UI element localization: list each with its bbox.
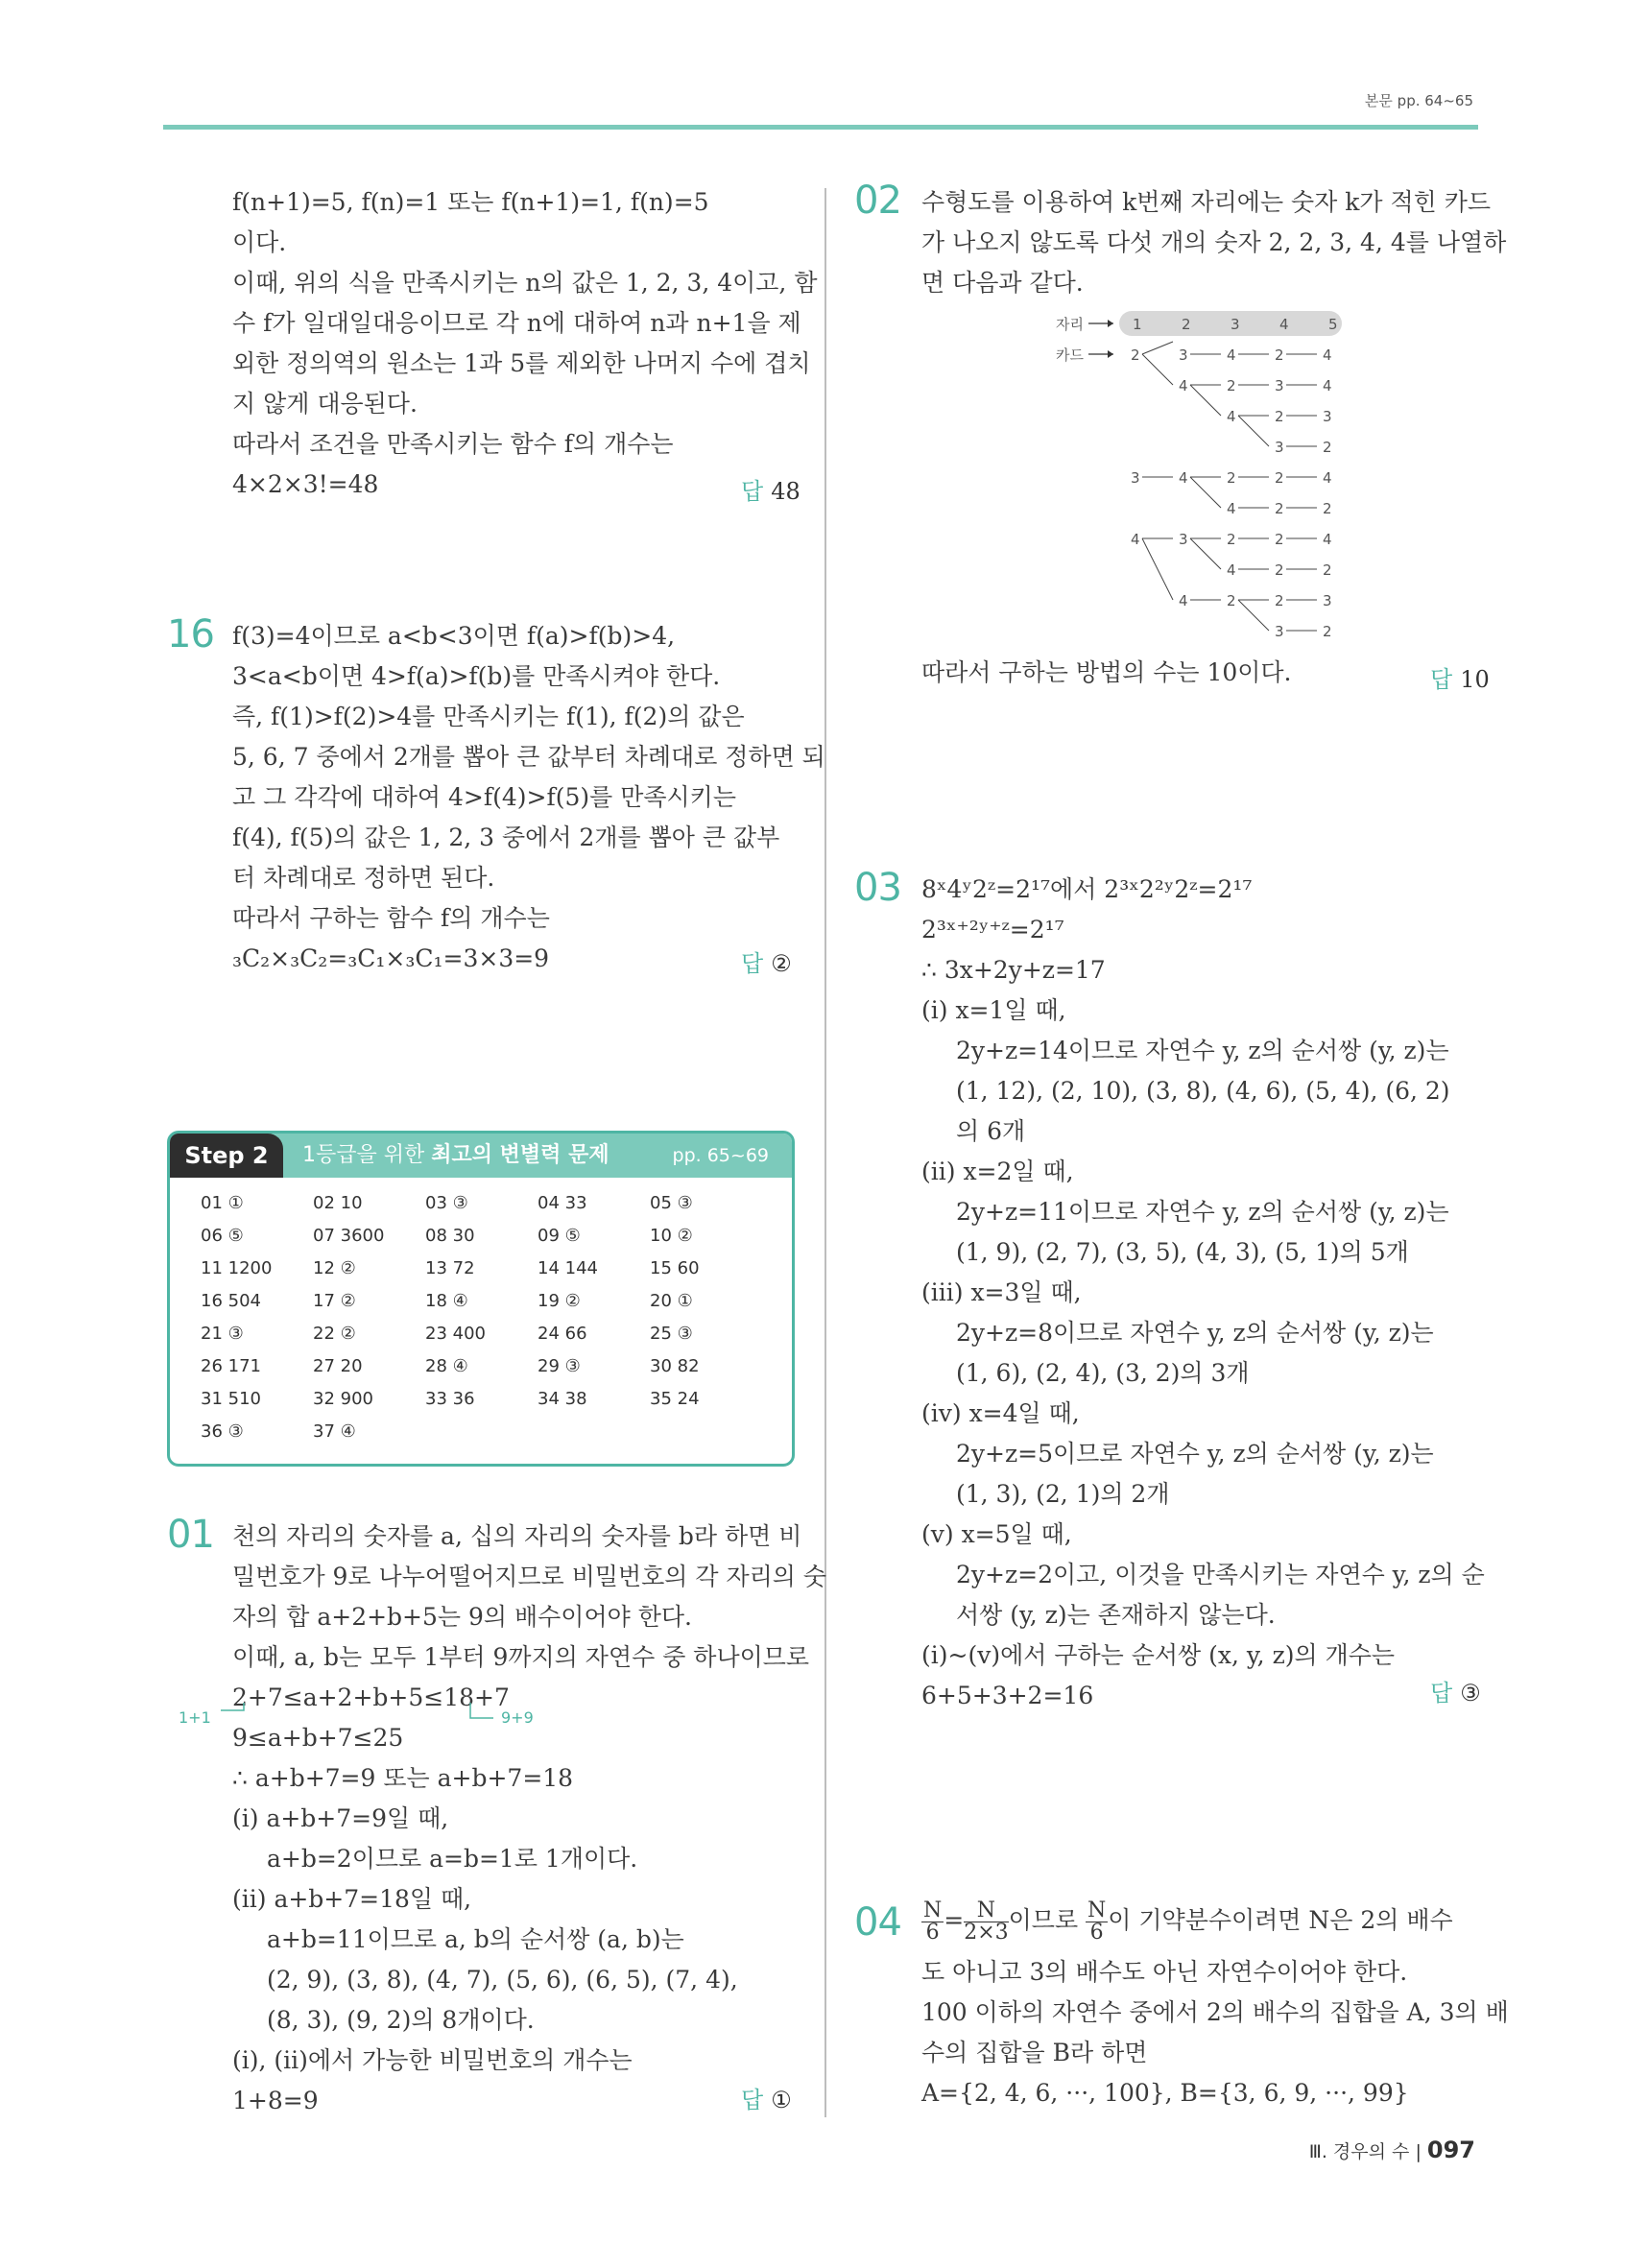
svg-text:4: 4 bbox=[1323, 346, 1332, 364]
svg-text:3: 3 bbox=[1131, 469, 1140, 487]
svg-text:4: 4 bbox=[1323, 469, 1332, 487]
footer bbox=[1309, 2137, 1475, 2163]
solution-02: 수형도를 이용하여 k번째 자리에는 숫자 k가 적힌 카드 가 나오지 않도록 다섯 개의 숫자 2, 2, 3, 4, 4를 나열하 면 다음과 같다. bbox=[921, 188, 1507, 297]
answer-cell: 12 ② bbox=[313, 1258, 356, 1278]
answer-cell: 35 24 bbox=[650, 1389, 700, 1409]
answer-cell: 36 ③ bbox=[201, 1421, 244, 1442]
answer-cell: 21 ③ bbox=[201, 1324, 244, 1344]
svg-text:2: 2 bbox=[1275, 500, 1284, 517]
answer-cell: 26 171 bbox=[201, 1356, 261, 1376]
note-left: 1+1 bbox=[179, 1708, 211, 1727]
svg-text:4: 4 bbox=[1227, 500, 1236, 517]
svg-text:2: 2 bbox=[1275, 561, 1284, 579]
svg-text:3: 3 bbox=[1179, 531, 1188, 548]
step2-tag: Step 2 bbox=[170, 1134, 283, 1178]
answer-cell: 25 ③ bbox=[650, 1324, 693, 1344]
solution-16: f(3)=4이므로 a<b<3이면 f(a)>f(b)>4, 3<a<b이면 4>f(a)>f(b)를 만족시켜야 한다. 즉, f(1)>f(2)>4를 만족시키는 f(1), f(2)의 값은 5, 6, 7 중에서 2개를 뽑아 큰 값부터 차례대로 정하면 되 고 그 각각에 대하여 4>f(4)>f(5)를 만족시키는 f(4), f(5)의 값은 1, 2, 3 중에서 2개를 뽑아 큰 값부 터 차례대로 정하면 된다. 따라서 구하는 함수 f의 개수는 ₃C₂×₃C₂=₃C₁×₃C₁=3×3=9 bbox=[232, 622, 825, 972]
svg-text:2: 2 bbox=[1227, 592, 1236, 609]
problem-number-16: 16 bbox=[167, 612, 214, 657]
answer-cell: 18 ④ bbox=[425, 1291, 468, 1311]
answer-02: 답 10 bbox=[1430, 666, 1490, 693]
prev-solution-continued: f(n+1)=5, f(n)=1 또는 f(n+1)=1, f(n)=5 이다. 이때, 위의 식을 만족시키는 n의 값은 1, 2, 3, 4이고, 함 수 f가 일대일대응이므로 각 n에 대하여 n과 n+1을 제 외한 정의역의 원소는 1과 5를 제외한 나머지 수에 겹치 지 않게 대응된다. 따라서 조건을 만족시키는 함수 f의 개수는 4×2×3!=48 bbox=[232, 188, 818, 498]
step2-answer-grid bbox=[201, 1193, 762, 1454]
svg-text:4: 4 bbox=[1179, 377, 1188, 394]
answer-cell: 15 60 bbox=[650, 1258, 700, 1278]
svg-text:3: 3 bbox=[1323, 408, 1332, 425]
note-right: 9+9 bbox=[501, 1708, 534, 1727]
answer-cell: 28 ④ bbox=[425, 1356, 468, 1376]
answer-cell: 34 38 bbox=[538, 1389, 587, 1409]
answer-cell: 27 20 bbox=[313, 1356, 363, 1376]
answer-cell: 10 ② bbox=[650, 1226, 693, 1246]
problem-number-02: 02 bbox=[854, 179, 901, 223]
page-number: 097 bbox=[1426, 2137, 1475, 2163]
fraction: $\frac{N}{6}$ bbox=[1087, 1898, 1107, 1945]
header-page-ref: 본문 pp. 64~65 bbox=[1364, 92, 1473, 109]
answer-cell: 33 36 bbox=[425, 1389, 475, 1409]
svg-text:2: 2 bbox=[1227, 469, 1236, 487]
tree-diagram bbox=[1046, 309, 1363, 650]
answer-cell: 14 144 bbox=[538, 1258, 598, 1278]
svg-text:4: 4 bbox=[1179, 592, 1188, 609]
footer-chapter: Ⅲ. 경우의 수 bbox=[1308, 2141, 1410, 2162]
svg-text:2: 2 bbox=[1227, 377, 1236, 394]
svg-text:4: 4 bbox=[1323, 377, 1332, 394]
svg-text:2: 2 bbox=[1275, 346, 1284, 364]
svg-text:4: 4 bbox=[1227, 408, 1236, 425]
answer-cell: 32 900 bbox=[313, 1389, 373, 1409]
problem-number-04: 04 bbox=[854, 1900, 901, 1945]
answer-cell: 04 33 bbox=[538, 1193, 587, 1213]
answer-cell: 20 ① bbox=[650, 1291, 693, 1311]
svg-text:2: 2 bbox=[1275, 531, 1284, 548]
answer-cell: 05 ③ bbox=[650, 1193, 693, 1213]
answer-cell: 19 ② bbox=[538, 1291, 581, 1311]
position-3: 3 bbox=[1231, 316, 1240, 333]
svg-text:4: 4 bbox=[1227, 346, 1236, 364]
position-1: 1 bbox=[1133, 316, 1142, 333]
svg-text:3: 3 bbox=[1275, 377, 1284, 394]
position-4: 4 bbox=[1279, 316, 1289, 333]
svg-text:2: 2 bbox=[1323, 500, 1332, 517]
solution-01: 천의 자리의 숫자를 a, 십의 자리의 숫자를 b라 하면 비 밀번호가 9로 나누어떨어지므로 비밀번호의 각 자리의 숫 자의 합 a+2+b+5는 9의 배수이어야 한다. 이때, a, b는 모두 1부터 9까지의 자연수 중 하나이므로 2+7≤a+2+b+5≤18+7 9≤a+b+7≤25 ∴ a+b+7=9 또는 a+b+7=18 (i) a+b+7=9일 때, a+b=2이므로 a=b=1로 1개이다. (ii) a+b+7=18일 때, a+b=11이므로 a, b의 순서쌍 (a, b)는 (2, 9), (3, 8), (4, 7), (5, 6), (6, 5), (7, 4), (8, 3), (9, 2)의 8개이다. (i), (ii)에서 가능한 비밀번호의 개수는 1+8=9 bbox=[232, 1522, 827, 2114]
position-5: 5 bbox=[1328, 316, 1338, 333]
svg-text:2: 2 bbox=[1275, 469, 1284, 487]
answer-cell: 07 3600 bbox=[313, 1226, 385, 1246]
note-brackets bbox=[219, 1699, 536, 1728]
svg-text:3: 3 bbox=[1179, 346, 1188, 364]
svg-text:3: 3 bbox=[1275, 623, 1284, 640]
step2-header bbox=[170, 1134, 792, 1178]
solution-03: 8ˣ4ʸ2ᶻ=2¹⁷에서 2³ˣ2²ʸ2ᶻ=2¹⁷ 2³ˣ⁺²ʸ⁺ᶻ=2¹⁷ ∴ 3x+2y+z=17 (i) x=1일 때, 2y+z=14이므로 자연수 y, z의 순서쌍 (y, z)는 (1, 12), (2, 10), (3, 8), (4, 6), (5, 4), (6, 2) 의 6개 (ii) x=2일 때, 2y+z=11이므로 자연수 y, z의 순서쌍 (y, z)는 (1, 9), (2, 7), (3, 5), (4, 3), (5, 1)의 5개 (iii) x=3일 때, 2y+z=8이므로 자연수 y, z의 순서쌍 (y, z)는 (1, 6), (2, 4), (3, 2)의 3개 (iv) x=4일 때, 2y+z=5이므로 자연수 y, z의 순서쌍 (y, z)는 (1, 3), (2, 1)의 2개 (v) x=5일 때, 2y+z=2이고, 이것을 만족시키는 자연수 y, z의 순 서쌍 (y, z)는 존재하지 않는다. (i)~(v)에서 구하는 순서쌍 (x, y, z)의 개수는 6+5+3+2=16 bbox=[921, 875, 1485, 1709]
svg-text:4: 4 bbox=[1131, 531, 1140, 548]
solution-02-conclusion: 따라서 구하는 방법의 수는 10이다. bbox=[921, 658, 1292, 686]
answer-cell: 30 82 bbox=[650, 1356, 700, 1376]
answer-cell: 09 ⑤ bbox=[538, 1226, 581, 1246]
svg-text:2: 2 bbox=[1227, 531, 1236, 548]
svg-text:2: 2 bbox=[1275, 408, 1284, 425]
header-rule bbox=[163, 125, 1478, 130]
answer-01: 답 ① bbox=[741, 2087, 792, 2113]
tree-label-card: 카드 bbox=[1056, 346, 1084, 364]
svg-text:3: 3 bbox=[1323, 592, 1332, 609]
tree-label-position: 자리 bbox=[1056, 316, 1084, 333]
answer-cell: 02 10 bbox=[313, 1193, 363, 1213]
answer-cell: 01 ① bbox=[201, 1193, 244, 1213]
solution-04-first-line: $\frac{N}{6}$ = $\frac{N}{2\times 3}$ 이므로 $\frac{N}{6}$ 이 기약분수이려면 N은 2의 배수 bbox=[923, 1898, 1453, 1945]
answer-cell: 23 400 bbox=[425, 1324, 486, 1344]
answer-cell: 11 1200 bbox=[201, 1258, 273, 1278]
answer-cell: 16 504 bbox=[201, 1291, 261, 1311]
problem-number-03: 03 bbox=[854, 866, 901, 910]
step2-answer-box bbox=[167, 1131, 795, 1467]
svg-text:3: 3 bbox=[1275, 439, 1284, 456]
problem-number-01: 01 bbox=[167, 1513, 214, 1557]
step2-title: 1등급을 위한 최고의 변별력 문제 bbox=[302, 1143, 609, 1167]
tree-branches bbox=[1131, 342, 1332, 640]
fraction: $\frac{N}{2\times 3}$ bbox=[964, 1898, 1009, 1945]
svg-text:2: 2 bbox=[1323, 623, 1332, 640]
answer-cell: 37 ④ bbox=[313, 1421, 356, 1442]
answer-cell: 31 510 bbox=[201, 1389, 261, 1409]
answer-cell: 08 30 bbox=[425, 1226, 475, 1246]
answer-03: 답 ③ bbox=[1430, 1680, 1481, 1707]
svg-text:4: 4 bbox=[1227, 561, 1236, 579]
answer-cell: 24 66 bbox=[538, 1324, 587, 1344]
svg-text:2: 2 bbox=[1131, 346, 1140, 364]
step2-pages: pp. 65~69 bbox=[672, 1145, 769, 1166]
answer-cell: 03 ③ bbox=[425, 1193, 468, 1213]
solution-04: 도 아니고 3의 배수도 아닌 자연수이어야 한다. 100 이하의 자연수 중에서 2의 배수의 집합을 A, 3의 배 수의 집합을 B라 하면 A={2, 4, 6, ···, 100}, B={3, 6, 9, ···, 99} bbox=[921, 1958, 1509, 2107]
svg-text:4: 4 bbox=[1179, 469, 1188, 487]
svg-text:2: 2 bbox=[1323, 561, 1332, 579]
answer-cell: 13 72 bbox=[425, 1258, 475, 1278]
footer-sep: | bbox=[1415, 2141, 1422, 2162]
position-2: 2 bbox=[1182, 316, 1191, 333]
svg-text:2: 2 bbox=[1323, 439, 1332, 456]
svg-text:2: 2 bbox=[1275, 592, 1284, 609]
answer-cell: 06 ⑤ bbox=[201, 1226, 244, 1246]
answer-cell: 29 ③ bbox=[538, 1356, 581, 1376]
answer-prev: 답 48 bbox=[741, 478, 801, 505]
fraction: $\frac{N}{6}$ bbox=[923, 1898, 943, 1945]
answer-cell: 22 ② bbox=[313, 1324, 356, 1344]
answer-cell: 17 ② bbox=[313, 1291, 356, 1311]
svg-text:4: 4 bbox=[1323, 531, 1332, 548]
answer-16: 답 ② bbox=[741, 950, 792, 977]
